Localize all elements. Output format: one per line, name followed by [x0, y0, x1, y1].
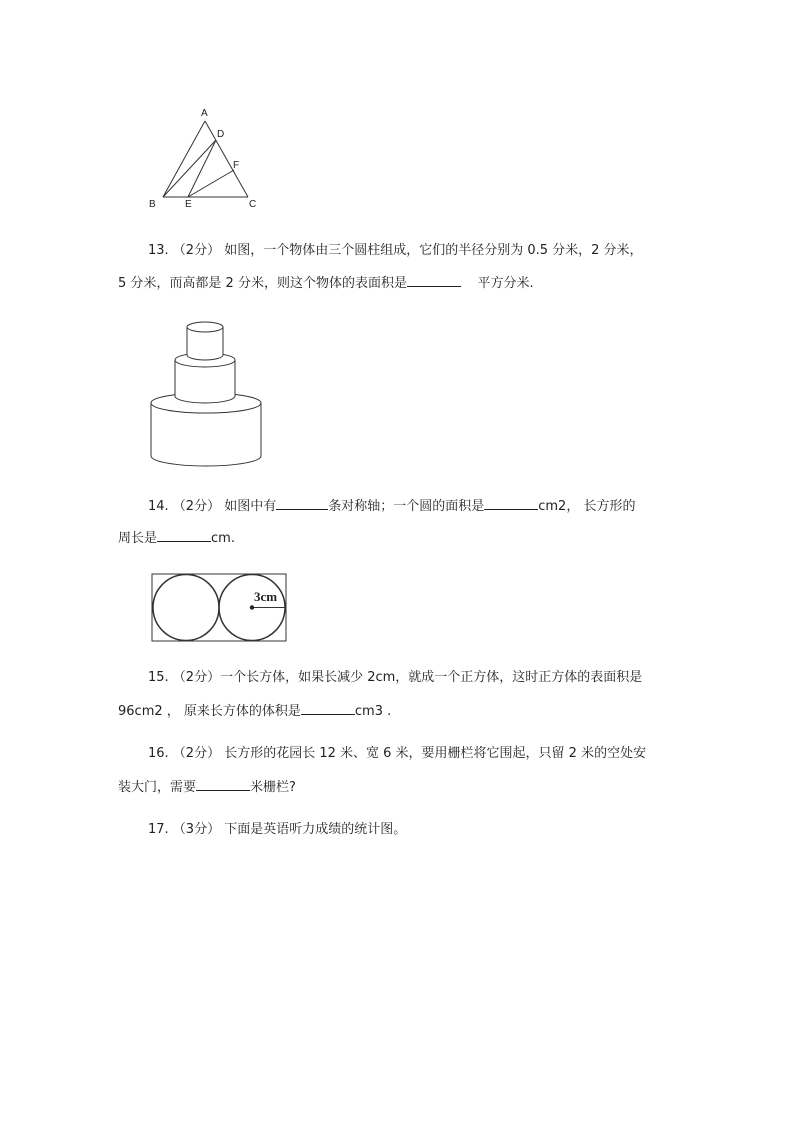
q15-volume-blank[interactable]	[301, 700, 355, 715]
q13-answer-blank[interactable]	[407, 272, 461, 287]
q14-axes-blank[interactable]	[276, 495, 328, 510]
q15-line-2-unit: cm3 .	[354, 704, 392, 719]
q14-line-1-text-c: cm2， 长方形的	[538, 499, 636, 514]
q13-line-1: 13. （2分） 如图，一个物体由三个圆柱组成，它们的半径分别为 0.5 分米，2 分米，	[148, 243, 643, 258]
q14-line-2-unit: cm.	[211, 531, 235, 546]
vertex-label-a: A	[201, 108, 208, 119]
vertex-label-c: C	[249, 199, 257, 210]
q14-line-1	[148, 495, 708, 517]
q17-line-1: 17. （3分） 下面是英语听力成绩的统计图。	[148, 822, 407, 837]
q14-line-1-text-a: 14. （2分） 如图中有	[148, 499, 277, 514]
q16-line-1: 16. （2分） 长方形的花园长 12 米、宽 6 米，要用栅栏将它围起，只留 2 米的空处安	[148, 746, 647, 761]
q14-line-1-text-b: 条对称轴；一个圆的面积是	[328, 499, 485, 514]
q14-line-2-text: 周长是	[118, 531, 158, 546]
q16-line-2-text: 装大门，需要	[118, 780, 197, 795]
vertex-label-d: D	[217, 129, 225, 140]
q15-line-2	[118, 700, 678, 722]
q13-line-2	[118, 272, 678, 294]
q16-line-2	[118, 776, 678, 798]
q13-line-2-text: 5 分米，而高都是 2 分米，则这个物体的表面积是	[118, 276, 407, 291]
circles-drawing	[0, 570, 794, 660]
q14-area-blank[interactable]	[484, 495, 538, 510]
vertex-label-f: F	[233, 160, 240, 171]
q16-line-2-unit: 米栅栏?	[250, 780, 296, 795]
vertex-label-e: E	[185, 199, 192, 210]
vertex-label-b: B	[149, 199, 156, 210]
q13-line-2-unit: 平方分米.	[477, 276, 534, 291]
triangle-drawing	[0, 0, 794, 260]
q15-line-2-text: 96cm2 ， 原来长方体的体积是	[118, 704, 301, 719]
q16-fence-blank[interactable]	[196, 776, 250, 791]
q14-line-2	[118, 527, 678, 549]
stacked-cylinders-figure	[0, 310, 794, 510]
radius-label: 3cm	[254, 589, 278, 604]
q15-line-1: 15. （2分）一个长方体，如果长减少 2cm，就成一个正方体，这时正方体的表面积是	[148, 670, 643, 685]
q14-perimeter-blank[interactable]	[157, 527, 211, 542]
